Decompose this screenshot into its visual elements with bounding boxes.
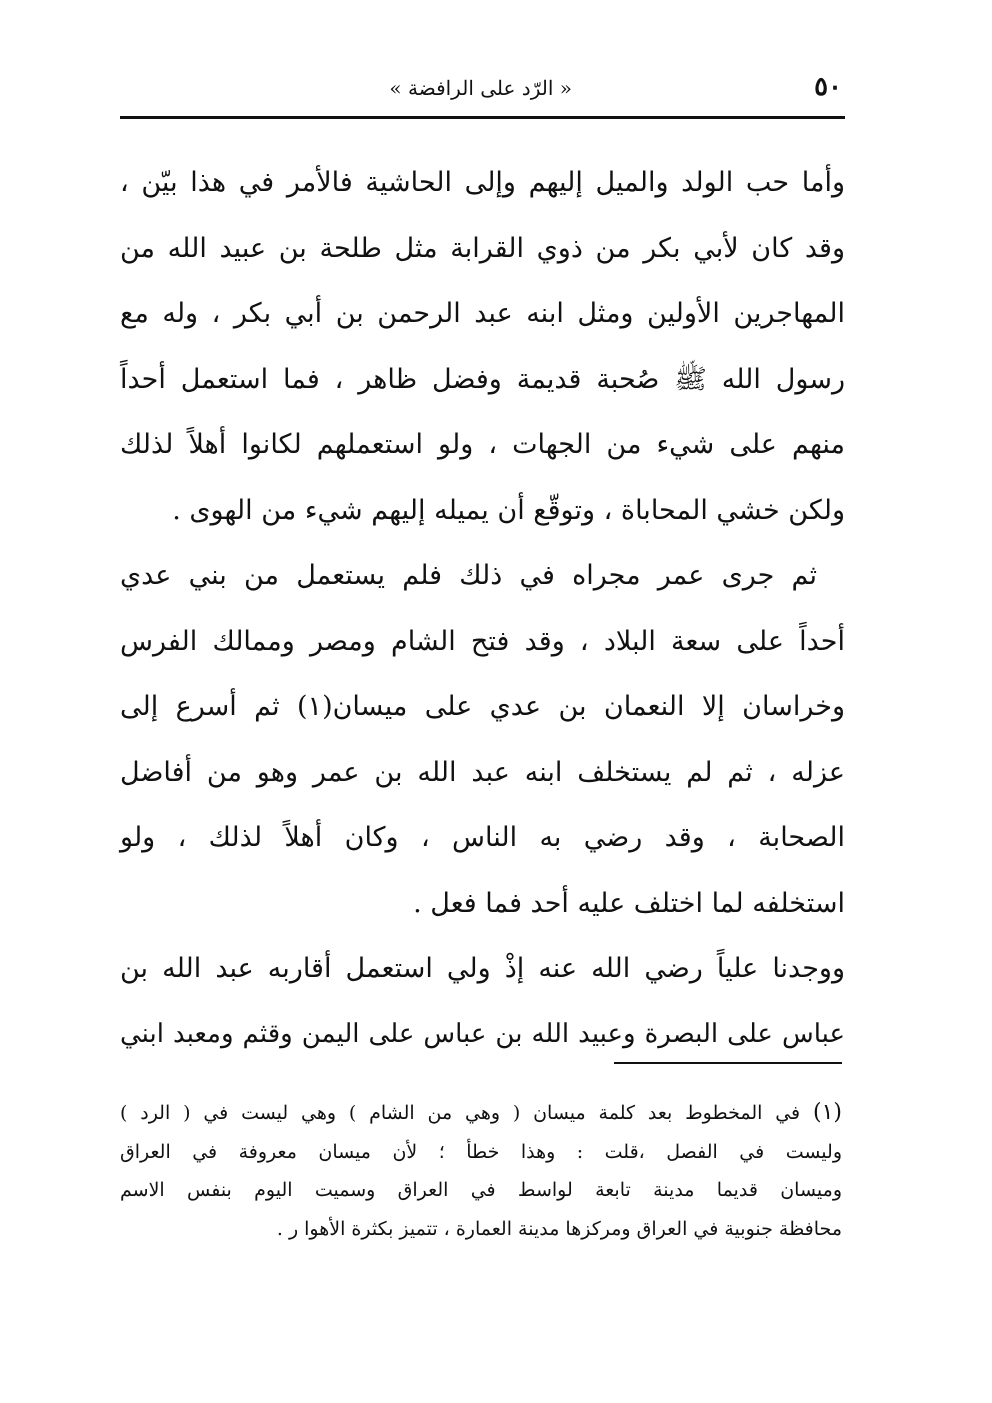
text-line: وأما حب الولد والميل إليهم وإلى الحاشية فالأمر في هذا بيّن ، — [120, 167, 845, 198]
header-rule — [120, 116, 845, 119]
body-text — [120, 150, 845, 1067]
text-line: رسول الله ﷺ صُحبة قديمة وفضل ظاهر ، فما استعمل أحداً — [120, 363, 845, 395]
footnote-line: وميسان قديما مدينة تابعة لواسط في العراق وسميت اليوم بنفس الاسم — [120, 1179, 842, 1201]
footnote-rule — [614, 1062, 842, 1064]
footnote-text: في المخطوط بعد كلمة ميسان ( وهي من الشام ) وهي ليست في ( الرد ) — [120, 1102, 801, 1124]
text-line: استخلفه لما اختلف عليه أحد فما فعل . — [413, 887, 845, 919]
page-header — [120, 72, 842, 108]
text-line: ثم جرى عمر مجراه في ذلك فلم يستعمل من بني عدي — [120, 560, 817, 591]
text-line: أحداً على سعة البلاد ، وقد فتح الشام ومصر وممالك الفرس — [120, 625, 845, 657]
text-line: عباس على البصرة وعبيد الله بن عباس على اليمن وقثم ومعبد ابني — [120, 1018, 845, 1049]
text-line: عزله ، ثم لم يستخلف ابنه عبد الله بن عمر وهو من أفاضل — [120, 756, 845, 788]
text-line: المهاجرين الأولين ومثل ابنه عبد الرحمن بن أبي بكر ، وله مع — [120, 298, 845, 329]
footnotes — [120, 1094, 842, 1248]
text-line: ولكن خشي المحاباة ، وتوقّع أن يميله إليهم شيء من الهوى . — [172, 494, 845, 526]
footnote-line: محافظة جنوبية في العراق ومركزها مدينة العمارة ، تتميز بكثرة الأهوا ر . — [276, 1217, 842, 1240]
text-line: ووجدنا علياً رضي الله عنه إذْ ولي استعمل أقاربه عبد الله بن — [120, 953, 845, 984]
text-line: وقد كان لأبي بكر من ذوي القرابة مثل طلحة بن عبيد الله من — [120, 232, 845, 264]
footnote-marker: (١) — [812, 1100, 842, 1125]
text-line: الصحابة ، وقد رضي به الناس ، وكان أهلاً لذلك ، ولو — [120, 822, 845, 853]
running-title: « الرّد على الرافضة » — [389, 76, 572, 100]
text-line: وخراسان إلا النعمان بن عدي على ميسان(١) ثم أسرع إلى — [120, 691, 845, 722]
footnote-line: وليست في الفصل ،قلت : وهذا خطأ ؛ لأن ميسان معروفة في العراق — [120, 1140, 842, 1163]
page-number: ٥٠ — [814, 72, 842, 102]
footnote-line — [120, 1094, 842, 1133]
text-line: منهم على شيء من الجهات ، ولو استعملهم لكانوا أهلاً لذلك — [120, 429, 845, 460]
